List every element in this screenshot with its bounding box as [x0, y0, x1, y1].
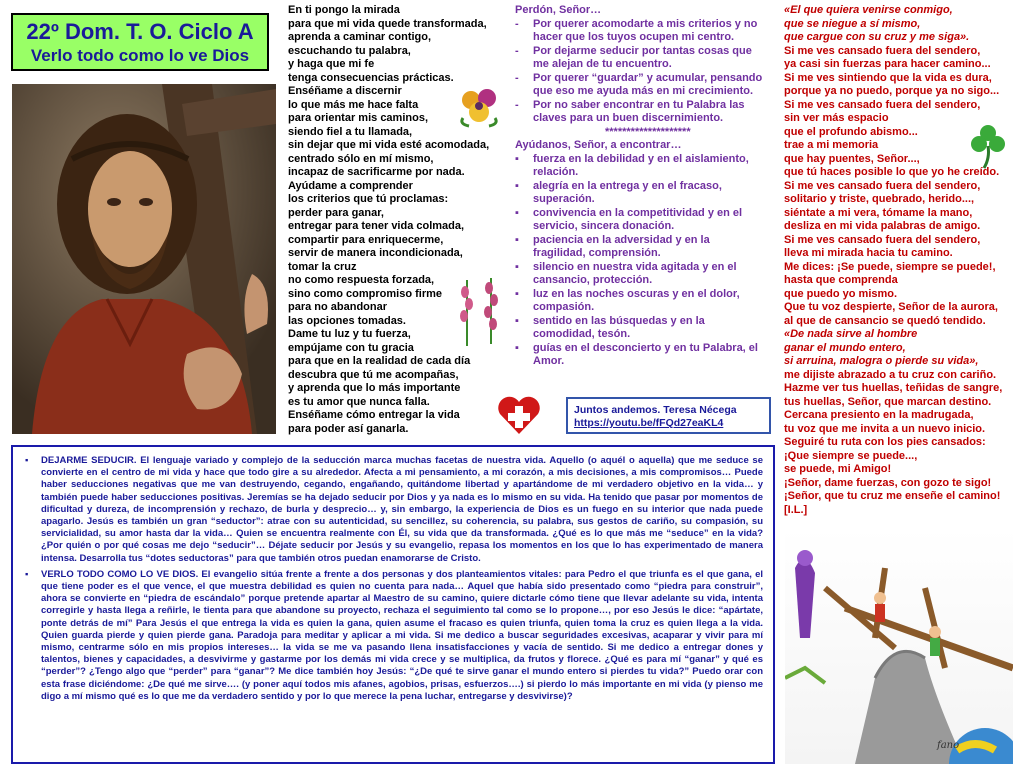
prayer-line: sino como compromiso firme — [288, 287, 443, 300]
prayer-column — [288, 4, 489, 436]
stars-divider: ******************** — [605, 125, 691, 138]
poem-line: que cargue con su cruz y me siga». — [784, 31, 970, 43]
prayer-line: centrado sólo en mí mismo, — [288, 152, 434, 165]
poem-line: Que tu voz despierte, Señor de la aurora, — [784, 301, 998, 313]
heart-cross-icon — [496, 394, 542, 436]
jesus-painting — [12, 84, 276, 434]
prayer-line: y aprenda que lo más importante — [288, 382, 461, 394]
prayer-line: los criterios que tú proclamas: — [288, 193, 449, 205]
prayer-line: para no abandonar — [288, 301, 388, 313]
prayer-line: servir de manera incondicionada, — [288, 247, 463, 259]
flower-icon — [455, 82, 503, 130]
pardon-item: - Por querer acomodarte a mis criterios y no hacer que los tuyos ocupen mi centro. — [515, 17, 758, 43]
prayer-line: Enséñame a discernir — [288, 85, 402, 97]
poem-line: [I.L.] — [784, 503, 808, 516]
prayer-line: Ayúdame a comprender — [288, 179, 413, 192]
poem-line: Si me ves cansado fuera del sendero, — [784, 179, 981, 192]
poem-line: que se niegue a sí mismo, — [784, 17, 921, 30]
poem-line: ¡Que siempre se puede..., — [784, 449, 918, 462]
video-link-label: Juntos andemos. Teresa Nécega — [574, 404, 737, 416]
pardon-item: - Por dejarme seducir por tantas cosas que me alejan de tu encuentro. — [515, 44, 752, 70]
commentary-paragraph: ▪ VERLO TODO COMO LO VE DIOS. El evangelio sitúa frente a frente a dos personas y dos planteamientos vitales: para Pedro el que triunfa es el que gana, el que tiene poder es el que vence, el que muestra debilidad es quien no cuenta para nada… Aquel que había sido presentado como “piedra para construir”, ahora se convierte en “piedra de escándalo” porque pretende apartar al Maestro de su camino, quiere dictarle cómo tiene que llevar adelante su vida, intenta corregirle y hasta llega a reñirle, le tienta para que abandone su proyecto, rechaza el seguimiento tal como se lo propone…, por eso Jesús le dice: “apártate, ponte detrás de mí” Para Jesús el que entrega la vida es quien la gana, quien asume el fracaso es quien triunfa, quien toma la cruz es quien llega a la vida. Quien guarda pierde y quien pierde gana. Paradoja para meditar y aplicar a mi vida. Si me dedico a buscar seguridades excesivas, acaparar y vivir para mí mismo, centrarme sólo en mis propios intereses… la vida se me va pasando llena insatisfacciones y vacía de sentido. Si me dedico a entregar dones y talentos, bienes y capacidades, a desvivirme y gastarme por los demás mi vida crece y se multiplica, da frutos y florece. ¿Qué es para mí “ganar” y qué es “perder”? ¿Tengo algo que “perder” para “ganar”? Me dice también hoy Jesús: “¿De qué te sirve ganar el mundo entero si pierdes tu vida?” Puedo orar con esta frase diciéndome: ¿De qué me sirve…. (y poner aquí todos mis afanes, agobios, prisas, esfuerzos….) si pierdo lo más importante en mi vida (y pienso me digo a mí mismo qué es lo que me da verdadero sentido y por lo que merece la pena luchar, entregarse y desvivirse)? — [25, 568, 763, 702]
poem-line: hasta que comprenda — [784, 274, 898, 286]
poem-line: ¡Señor, dame fuerzas, con gozo te sigo! — [784, 476, 992, 489]
prayer-line: incapaz de sacrificarme por nada. — [288, 166, 465, 178]
pardon-column — [515, 4, 765, 369]
page-subtitle: Verlo todo como lo ve Dios — [30, 46, 250, 65]
prayer-line: no como respuesta forzada, — [288, 274, 435, 286]
help-item: ▪ fuerza en la debilidad y en el aislamiento, relación. — [515, 152, 749, 178]
help-item: ▪ luz en las noches oscuras y en el dolor, compasión. — [515, 287, 740, 313]
prayer-line: es tu amor que nunca falla. — [288, 395, 430, 408]
prayer-line: Dame tu luz y tu fuerza, — [288, 328, 411, 340]
commentary-box — [11, 445, 775, 764]
help-item: ▪ sentido en las búsquedas y en la comodidad, tesón. — [515, 314, 705, 340]
poem-line: que puedo yo mismo. — [784, 287, 898, 300]
poem-line: siéntate a mi vera, tómame la mano, — [784, 206, 973, 219]
prayer-line: lo que más me hace falta — [288, 98, 419, 111]
prayer-line: Enséñame cómo entregar la vida — [288, 409, 460, 421]
help-item: ▪ guías en el desconcierto y en tu Palabra, el Amor. — [515, 341, 758, 367]
poem-line: Si me ves sintiendo que la vida es dura, — [784, 71, 992, 84]
help-item: ▪ paciencia en la adversidad y en la fragilidad, comprensión. — [515, 233, 710, 259]
poem-line: tus huellas, Señor, que marcan destino. — [784, 395, 992, 408]
prayer-line: siendo fiel a tu llamada, — [288, 125, 413, 138]
help-heading: Ayúdanos, Señor, a encontrar… — [515, 139, 682, 151]
poem-line: al que de cansancio se quedó tendido. — [784, 314, 986, 327]
help-item: ▪ convivencia en la competitividad y en el servicio, sincera donación. — [515, 206, 743, 232]
poem-line: Si me ves cansado fuera del sendero, — [784, 233, 981, 246]
video-link-url[interactable]: https://youtu.be/fFQd27eaKL4 — [574, 417, 724, 429]
prayer-line: para que mi vida quede transformada, — [288, 17, 487, 30]
title-box — [11, 13, 269, 71]
prayer-line: para que en la realidad de cada día — [288, 355, 471, 367]
prayer-line: las opciones tomadas. — [288, 314, 406, 327]
poem-line: que el profundo abismo... — [784, 125, 918, 138]
page-title: 22º Dom. T. O. Ciclo A — [26, 19, 254, 44]
prayer-line: aprenda a caminar contigo, — [288, 31, 432, 43]
poem-line: sin ver más espacio — [784, 112, 889, 124]
poem-line: que tú haces posible lo que yo he creído. — [784, 166, 1000, 178]
prayer-line: sin dejar que mi vida esté acomodada, — [288, 139, 490, 151]
prayer-line: compartir para enriquecerme, — [288, 233, 444, 246]
help-item: ▪ alegría en la entrega y en el fracaso, superación. — [515, 179, 722, 205]
poem-line: me dijiste abrazado a tu cruz con cariño. — [784, 368, 997, 381]
poem-line: solitario y triste, quebrado, herido..., — [784, 193, 975, 205]
poem-line: trae a mi memoria — [784, 139, 879, 151]
poem-line: ya casi sin fuerzas para hacer camino... — [784, 58, 991, 70]
prayer-line: tomar la cruz — [288, 260, 357, 273]
cartoon-illustration — [785, 528, 1013, 764]
poem-line: se puede, mi Amigo! — [784, 463, 892, 475]
pardon-heading: Perdón, Señor… — [515, 4, 602, 16]
prayer-line: y haga que mi fe — [288, 58, 375, 70]
poem-line: si arruina, malogra o pierde su vida», — [784, 355, 979, 367]
poem-line: Hazme ver tus huellas, teñidas de sangre, — [784, 382, 1003, 394]
prayer-line: tenga consecuencias prácticas. — [288, 71, 454, 84]
poem-line: Si me ves cansado fuera del sendero, — [784, 98, 981, 111]
pardon-item: - Por querer “guardar” y acumular, pensando que eso me ayuda más en mi crecimiento. — [515, 71, 763, 97]
help-item: ▪ silencio en nuestra vida agitada y en el cansancio, protección. — [515, 260, 737, 286]
prayer-line: descubra que tú me acompañas, — [288, 368, 459, 381]
cartoon-signature: fano — [937, 740, 960, 751]
poem-line: «El que quiera venirse conmigo, — [784, 4, 953, 16]
poem-line: que hay puentes, Señor..., — [784, 152, 920, 165]
poem-line: Cercana presiento en la madrugada, — [784, 409, 974, 421]
prayer-line: para poder así ganarla. — [288, 422, 409, 435]
prayer-line: para orientar mis caminos, — [288, 112, 428, 124]
poem-line: desliza en mi vida palabras de amigo. — [784, 220, 981, 232]
commentary-paragraph: ▪ DEJARME SEDUCIR. El lenguaje variado y complejo de la seducción marca muchas facetas de nuestra vida. Aquello (o aquél o aquella) que me seduce se convierte en el centro de mi vida y hace que todo gire a su alrededor. Afecta a mi pensamiento, a mi corazón, a mis decisiones, a mis compromisos… Puede haber seducciones negativas que me van destruyendo, cegando, engañando, quitándome libertad y apartándome de mi verdadero objetivo en la vida… y también puede haber seducciones positivas. Jeremías se ha dejado seducir por Dios y ya nada es lo mismo en su vida. Ha tenido que pasar por momentos de dificultad y dureza, de incomprensión y rechazo, de burla y desprecio… y, sin embargo, la experiencia de Dios es un fuego en su interior que nada puede apagarlo. Jesús es también un gran “seductor”: atrae con su autenticidad, su sencillez, su coherencia, su palabra, sus gestos de cariño, su compasión, su servicialidad, su amor hasta dar la vida… Quien se encuentra realmente con Él, su vida que da transformada. ¿Qué es lo que más me “seduce” en la vida? ¿Por quién o por qué cosas me dejo “seducir”… Déjate seducir por Jesús y su evangelio, repasa los momentos en los que lo has experimentado de manera intensa. Desarrolla tus “dotes seductoras” para que también otros puedan enamorarse de Cristo. — [25, 455, 763, 564]
poem-column — [784, 4, 1002, 517]
poem-line: porque ya no puedo, porque ya no sigo... — [784, 85, 1000, 97]
poem-line: Si me ves cansado fuera del sendero, — [784, 44, 981, 57]
cross-cartoon — [785, 528, 1013, 764]
prayer-line: empújame con tu gracia — [288, 341, 414, 354]
video-link-box — [566, 397, 771, 434]
poem-line: «De nada sirve al hombre — [784, 328, 918, 340]
poem-line: Me dices: ¡Se puede, siempre se puede!, — [784, 260, 996, 273]
poem-line: Seguiré tu ruta con los pies cansados: — [784, 436, 986, 448]
poem-line: ganar el mundo entero, — [784, 341, 906, 354]
poem-line: ¡Señor, que tu cruz me enseñe el camino! — [784, 490, 1001, 502]
prayer-line: entregar para tener vida colmada, — [288, 220, 465, 232]
pardon-item: - Por no saber encontrar en tu Palabra las claves para un buen discernimiento. — [515, 98, 745, 124]
prayer-line: En ti pongo la mirada — [288, 4, 400, 16]
prayer-line: escuchando tu palabra, — [288, 44, 411, 57]
jesus-illustration — [12, 84, 276, 434]
foxglove-icon — [455, 276, 505, 348]
prayer-line: perder para ganar, — [288, 206, 384, 219]
poem-line: tu voz que me invita a un nuevo inicio. — [784, 422, 986, 435]
poem-line: lleva mi mirada hacia tu camino. — [784, 247, 953, 259]
